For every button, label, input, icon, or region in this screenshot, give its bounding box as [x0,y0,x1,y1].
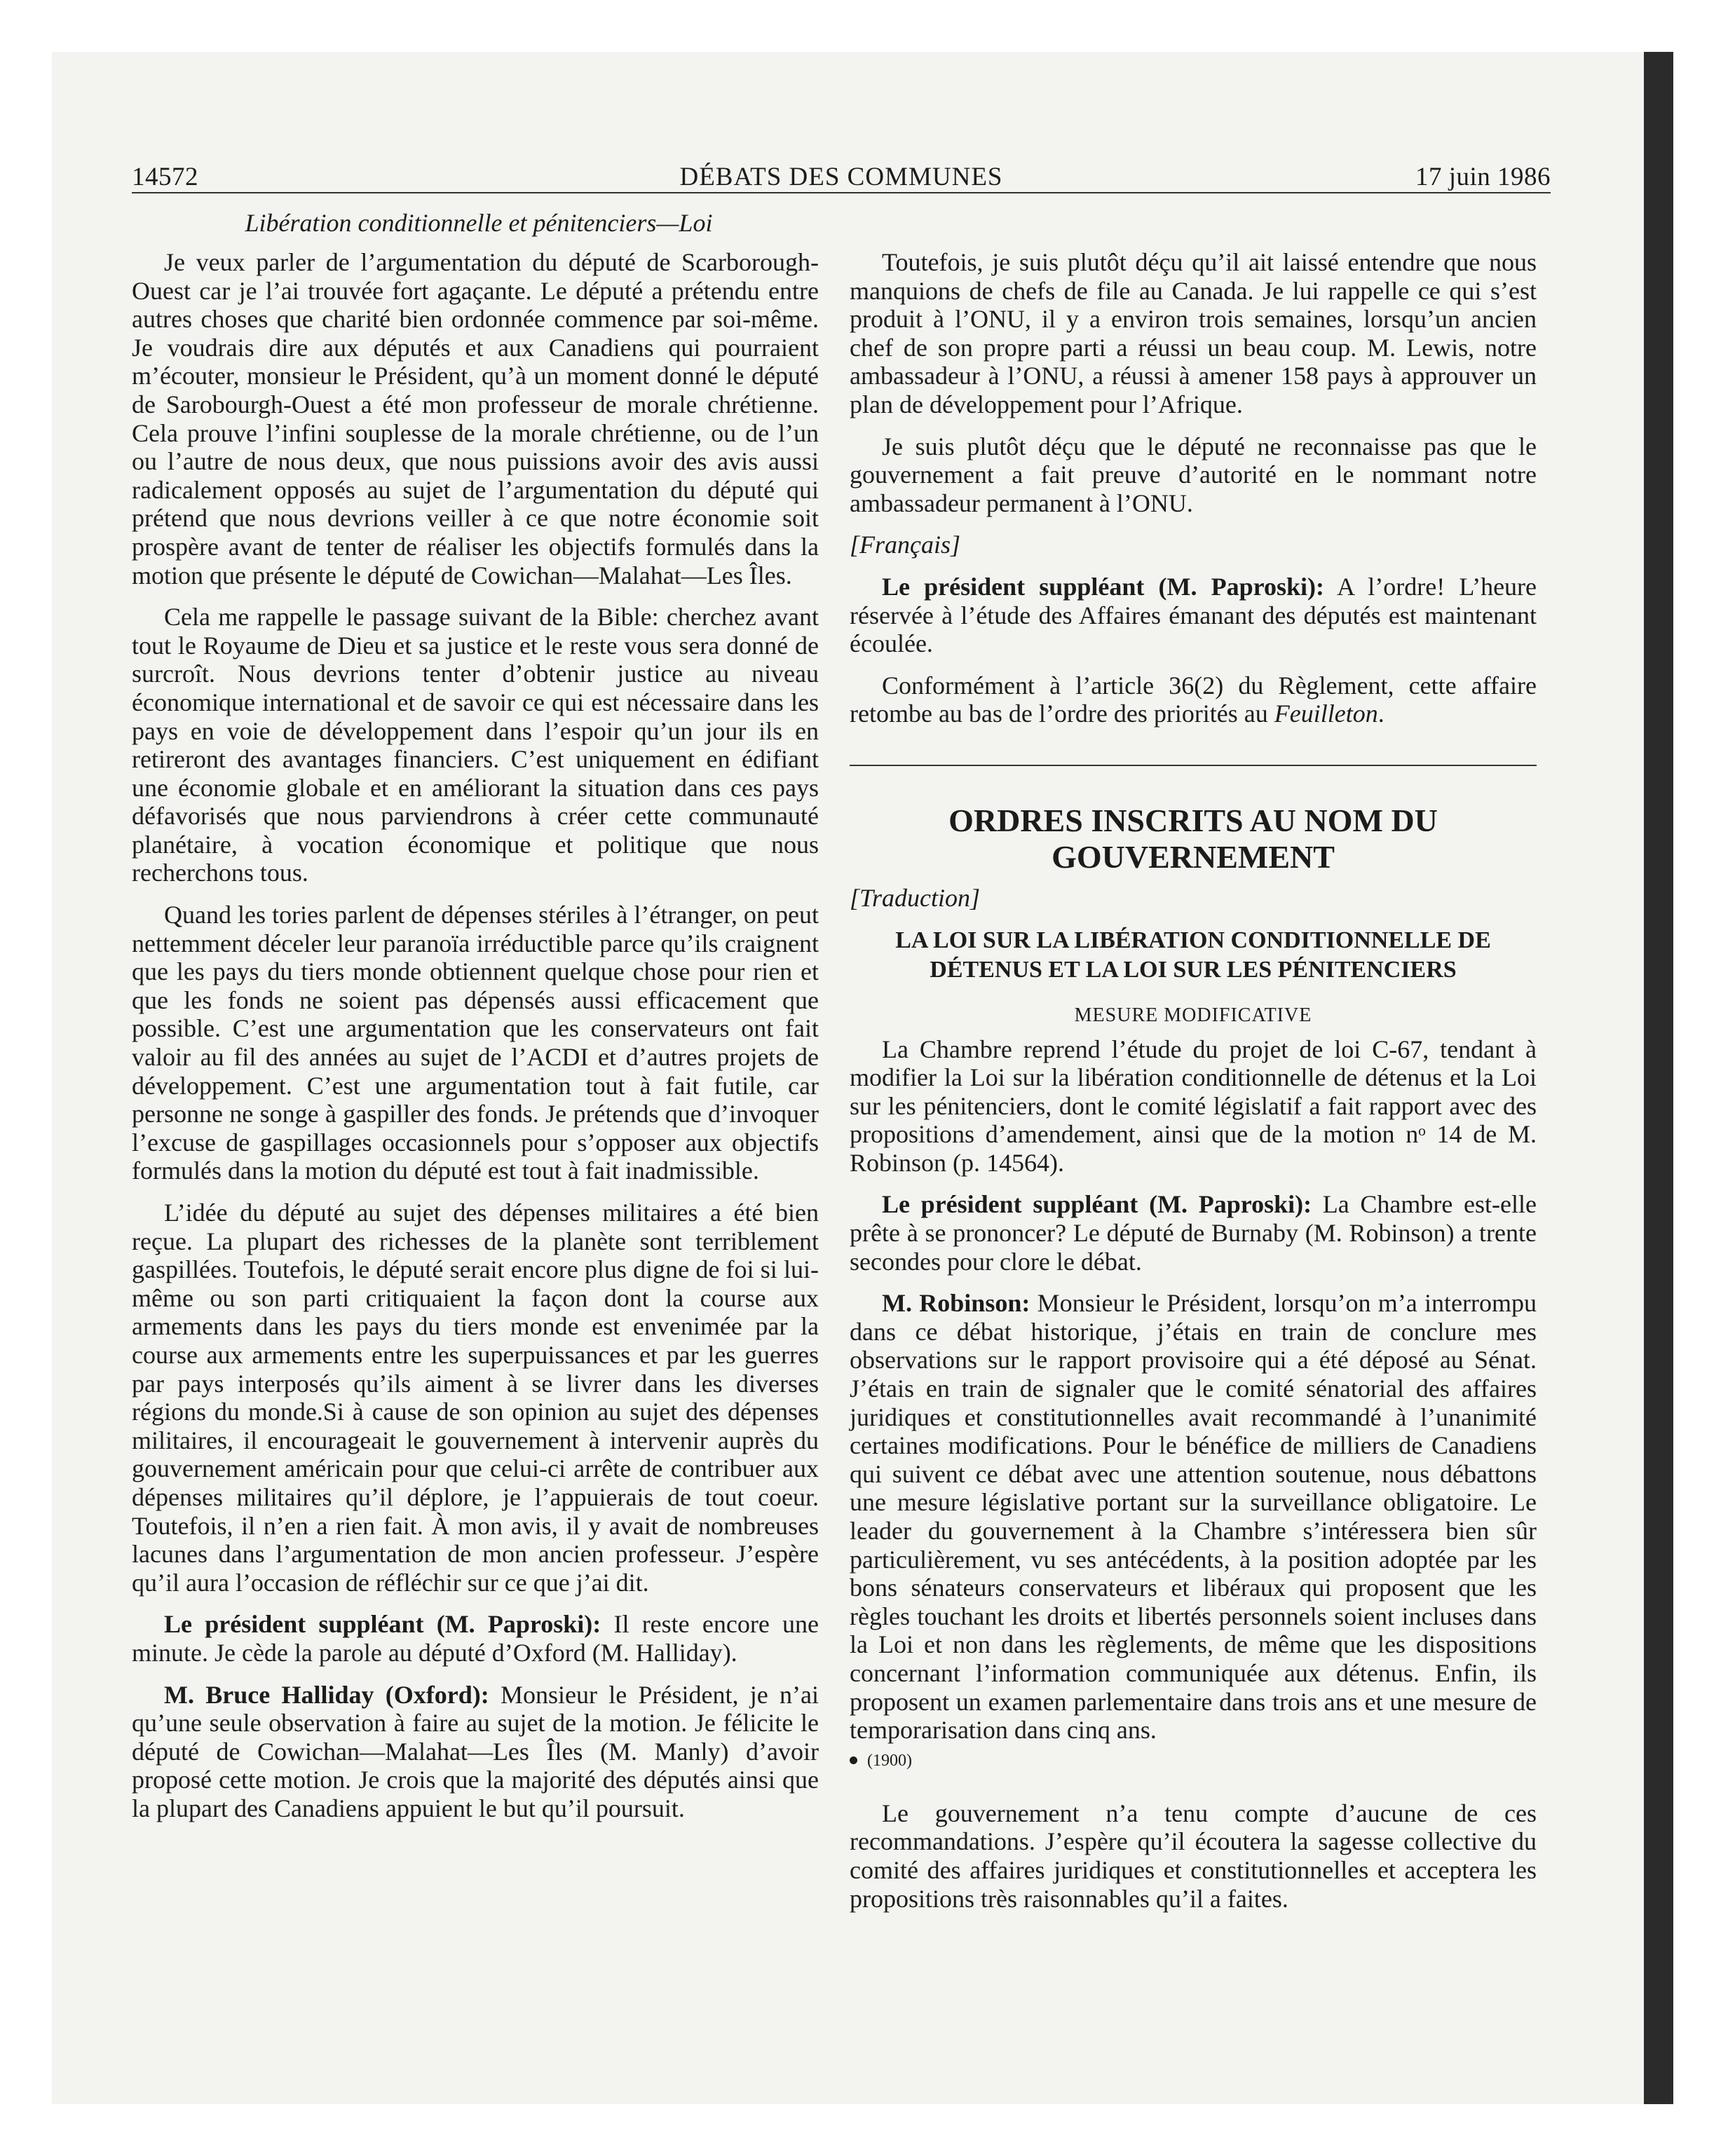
bullet-dot-icon [850,1756,857,1764]
language-tag-text: [Traduction] [850,883,981,912]
paragraph: Je veux parler de l’argumentation du député de Scarborough-Ouest car je l’ai trouvée fort agaçante. Le député a prétendu entre autres choses que charité bien ordonnée commence par soi-même. Je voudrais dire aux députés et aux Canadiens qui pourraient m’écouter, monsieur le Président, qu’à un moment donné le député de Sarobourgh-Ouest a été mon professeur de morale chrétienne. Cela prouve l’infini souplesse de la morale chrétienne, ou de l’un ou l’autre de nous deux, que nous puissions avoir des avis aussi radicalement opposés au sujet de l’argumentation du député qui prétend que nous devrions veiller à ce que notre économie soit prospère avant de tenter de réaliser les objectifs formulés dans la motion que présente le député de Cowichan—Malahat—Les Îles. [132,248,819,589]
speech-text: Monsieur le Président, je n’ai qu’une seule observation à faire au sujet de la motion. Je félicite le député de Cowichan—Malahat—Les Îles (M. Manly) d’avoir proposé cette motion. Je crois que la majorité des députés ainsi que la plupart des Canadiens appuient le but qu’il poursuit. [132,1680,819,1822]
speech-paragraph [132,1610,819,1667]
speech-text: Il reste encore une minute. Je cède la parole au député d’Oxford (M. Halliday). [132,1610,819,1667]
section-title: ORDRES INSCRITS AU NOM DU GOUVERNEMENT [948,802,1438,875]
publication-date: 17 juin 1986 [1415,163,1551,191]
speech-text: A l’ordre! L’heure réservée à l’étude des Affaires émanant des députés est maintenant écoulée. [850,572,1537,658]
time-marker-text: (1900) [867,1751,912,1770]
paragraph [850,671,1537,728]
paragraph: Cela me rappelle le passage suivant de la Bible: cherchez avant tout le Royaume de Dieu et sa justice et le reste vous sera donné de surcroît. Nous devrions tenter d’obtenir justice au niveau économique international et de savoir ce qui est nécessaire dans les pays en voie de développement dans l’espoir qu’un jour ils en retireront des avantages financiers. C’est uniquement en édifiant une économie globale et en améliorant la situation dans ces pays défavorisés que nous parviendrons à créer cette communauté planétaire, à vocation économique et politique que nous recherchons tous. [132,603,819,887]
paragraph: Quand les tories parlent de dépenses stériles à l’étranger, on peut nettemment déceler leur paranoïa irréductible parce qu’ils craignent que les pays du tiers monde obtiennent quelque chose pour rien et que les fonds ne soient pas dépensés aussi efficacement que possible. C’est une argumentation que les conservateurs ont fait valoir au fil des années au sujet de l’ACDI et d’autres projets de développement. C’est une argumentation tout à fait futile, car personne ne songe à gaspiller des fonds. Je prétends que d’invoquer l’excuse de gaspillages occasionnels pour s’opposer aux objectifs formulés dans la motion du député est tout à fait inadmissible. [132,901,819,1185]
paragraph: Le gouvernement n’a tenu compte d’aucune de ces recommandations. J’espère qu’il écoutera la sagesse collective du comité des affaires juridiques et constitutionnelles et acceptera les propositions très raisonnables qu’il a faites. [850,1799,1537,1913]
speaker-name: Le président suppléant (M. Paproski): [882,572,1324,601]
speech-text: La Chambre est-elle prête à se prononcer? Le député de Burnaby (M. Robinson) a trente secondes pour clore le débat. [850,1190,1537,1276]
right-column [850,248,1537,1926]
language-tag [850,884,1537,913]
paragraph: L’idée du député au sujet des dépenses militaires a été bien reçue. La plupart des richesses de la planète sont terriblement gaspillées. Toutefois, le député serait encore plus digne de foi si lui-même ou son parti critiquaient la façon dont la course aux armements dans les pays du tiers monde est envenimée par la course aux armements entre les superpuissances et par les guerres par pays interposés qu’ils aiment à se livrer dans les diverses régions du monde.Si à cause de son opinion au sujet des dépenses militaires, il encourageait le gouvernement à intervenir auprès du gouvernement américain pour que celui-ci arrête de contribuer aux dépenses militaires qu’il déplore, je l’appuierais de tout coeur. Toutefois, il n’en a rien fait. À mon avis, il y avait de nombreuses lacunes dans l’argumentation de mon ancien professeur. J’espère qu’il aura l’occasion de réfléchir sur ce que j’ai dit. [132,1199,819,1597]
speech-paragraph [132,1681,819,1823]
italic-term: Feuilleton [1274,700,1378,728]
speech-paragraph [850,1190,1537,1276]
time-marker [850,1750,1537,1771]
measure-label: MESURE MODIFICATIVE [1074,1004,1312,1026]
paragraph-text: Conformément à l’article 36(2) du Règlement, cette affaire retombe au bas de l’ordre des priorités au [850,671,1537,728]
page-number: 14572 [132,163,198,191]
bill-title: LA LOI SUR LA LIBÉRATION CONDITIONNELLE DE DÉTENUS ET LA LOI SUR LES PÉNITENCIERS [895,927,1491,983]
speech-paragraph [850,573,1537,658]
speaker-name: Le président suppléant (M. Paproski): [882,1190,1312,1219]
paragraph: La Chambre reprend l’étude du projet de loi C-67, tendant à modifier la Loi sur la libération conditionnelle de détenus et la Loi sur les pénitenciers, dont le comité législatif a fait rapport avec des propositions d’amendement, ainsi que de la motion nᵒ 14 de M. Robinson (p. 14564). [850,1035,1537,1177]
language-tag-text: [Français] [850,531,961,559]
language-tag [850,531,1537,559]
speech-text: Monsieur le Président, lorsqu’on m’a interrompu dans ce débat historique, j’étais en train de conclure mes observations sur le rapport provisoire qui a été déposé au Sénat. J’étais en train de signaler que le comité sénatorial des affaires juridiques et constitutionnelles avait recommandé à l’unanimité certaines modifications. Pour le bénéfice de milliers de Canadiens qui suivent ce débat avec une attention soutenue, nous débattons une mesure législative portant sur la surveillance obligatoire. Le leader du gouvernement à la Chambre s’intéressera bien sûr particulièrement, vu ses antécédents, à la position adoptée par les bons sénateurs conservateurs et libéraux qui proposent que les règles touchant les droits et libertés personnels soient incluses dans la Loi et non dans les règlements, de même que les dispositions concernant l’information communiquée aux détenus. Enfin, ils proposent un examen parlementaire dans trois ans et une mesure de temporarisation dans cinq ans. [850,1289,1537,1745]
section-subheading: Libération conditionnelle et pénitenciers—Loi [245,209,713,237]
speaker-name: M. Robinson: [882,1289,1030,1318]
paragraph: Toutefois, je suis plutôt déçu qu’il ait laissé entendre que nous manquions de chefs de file au Canada. Je lui rappelle ce qui s’est produit à l’ONU, il y a environ trois semaines, lorsqu’un ancien chef de son propre parti a réussi un beau coup. M. Lewis, notre ambassadeur à l’ONU, a réussi à amener 158 pays à approuver un plan de développement pour l’Afrique. [850,248,1537,418]
left-column [132,248,819,1836]
running-header [132,157,1551,196]
header-rule [132,192,1551,193]
speaker-name: M. Bruce Halliday (Oxford): [164,1680,489,1709]
section-rule [850,765,1537,766]
paragraph-end: . [1377,700,1384,728]
speech-paragraph [850,1289,1537,1745]
publication-title: DÉBATS DES COMMUNES [679,163,1003,191]
paragraph: Je suis plutôt déçu que le député ne reconnaisse pas que le gouvernement a fait preuve d’autorité en le nommant notre ambassadeur permanent à l’ONU. [850,432,1537,517]
speaker-name: Le président suppléant (M. Paproski): [164,1610,601,1639]
scan-edge-bar [1644,52,1673,2104]
